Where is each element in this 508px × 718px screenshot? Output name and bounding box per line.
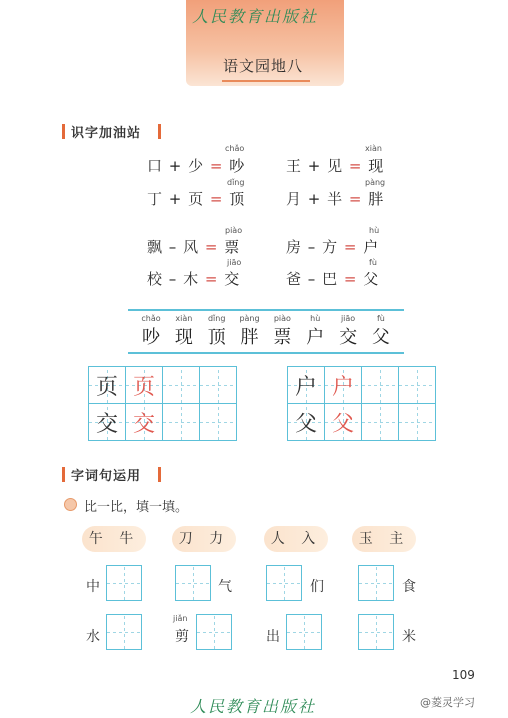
grid-cell: 页: [126, 367, 163, 404]
pinyin: chǎo: [141, 314, 161, 323]
operand: 丁: [147, 190, 164, 208]
pinyin: dǐng: [207, 314, 226, 323]
pinyin: fù: [369, 258, 377, 267]
pinyin: xiàn: [175, 314, 193, 323]
section-bar-right: [158, 467, 161, 482]
operand: 少: [188, 157, 205, 175]
banner-item: [337, 314, 359, 349]
word-char: 米: [402, 629, 416, 645]
section-title-literacy: 识字加油站: [71, 126, 142, 141]
operand: 风: [183, 238, 200, 256]
fill-box[interactable]: [196, 614, 232, 650]
pinyin: jiāo: [227, 258, 242, 267]
operand: 月: [286, 190, 303, 208]
grid-cell-empty[interactable]: [399, 404, 436, 441]
writing-grid-right: [287, 366, 436, 441]
banner-item: [173, 314, 195, 349]
banner-char: 胖: [240, 327, 259, 348]
equation-sub: 爸 – 巴 = 父: [286, 270, 380, 288]
banner-char: 交: [339, 327, 358, 348]
grid-cell: 交: [89, 404, 126, 441]
watermark: @菱灵学习: [420, 696, 475, 709]
pinyin: piào: [225, 226, 243, 235]
grid-cell-empty[interactable]: [362, 404, 399, 441]
pinyin: jiāo: [340, 314, 356, 323]
equation-add: 王 + 见 = 现: [286, 157, 385, 175]
word-char: 出: [266, 629, 280, 645]
operand: 校: [147, 270, 164, 288]
operand: 王: [286, 157, 303, 175]
result-char: 票: [224, 238, 241, 256]
word-char: 剪: [175, 629, 189, 645]
pinyin: pàng: [239, 314, 260, 323]
character-banner: [140, 314, 392, 349]
grid-cell: 父: [325, 404, 362, 441]
grid-cell-empty[interactable]: [163, 404, 200, 441]
operand: 页: [188, 190, 205, 208]
publisher-logo: 人民教育出版社: [192, 7, 319, 26]
result-char: 交: [224, 270, 241, 288]
operand: 飘: [147, 238, 164, 256]
operand: 木: [183, 270, 200, 288]
pinyin: hù: [369, 226, 380, 235]
page-number: 109: [452, 668, 475, 682]
fill-box[interactable]: [266, 565, 302, 601]
publisher-logo-footer: 人民教育出版社: [190, 697, 317, 716]
pinyin: hù: [310, 314, 321, 323]
char-pair-pill: 人 入: [264, 526, 328, 552]
pinyin: fù: [376, 314, 385, 323]
equation-add: 口 + 少 = 吵: [147, 157, 246, 175]
result-char: 户: [363, 238, 380, 256]
equation-add: 丁 + 页 = 顶: [147, 190, 246, 208]
pinyin: dǐng: [227, 178, 245, 187]
word-char: 们: [310, 579, 324, 595]
lesson-title: 语文园地八: [223, 57, 304, 75]
section-bar-right: [158, 124, 161, 139]
result-char: 现: [368, 157, 385, 175]
grid-cell-empty[interactable]: [399, 367, 436, 404]
banner-line-bottom: [128, 352, 404, 354]
banner-item: [304, 314, 326, 349]
operand: 巴: [322, 270, 339, 288]
word-char: 中: [86, 579, 100, 595]
grid-cell-empty[interactable]: [163, 367, 200, 404]
banner-item: [140, 314, 162, 349]
result-char: 胖: [368, 190, 385, 208]
section-bar-left: [62, 124, 65, 139]
word-char: 气: [218, 579, 232, 595]
banner-char: 现: [174, 327, 193, 348]
banner-item: [370, 314, 392, 349]
char-pair-pill: 刀 力: [172, 526, 236, 552]
pinyin: piào: [273, 314, 291, 323]
operand: 见: [327, 157, 344, 175]
equation-sub: 飘 – 风 = 票: [147, 238, 241, 256]
exercise-icon: [64, 498, 77, 511]
grid-cell-empty[interactable]: [200, 367, 237, 404]
pinyin: pàng: [365, 178, 386, 187]
equation-sub: 校 – 木 = 交: [147, 270, 241, 288]
banner-char: 吵: [142, 327, 160, 348]
result-char: 吵: [229, 157, 246, 175]
banner-char: 顶: [207, 327, 226, 348]
word-char: 水: [86, 629, 100, 645]
banner-char: 户: [306, 327, 325, 348]
banner-char: 票: [273, 327, 292, 348]
word-char: 食: [402, 579, 416, 595]
writing-grid-left: [88, 366, 237, 441]
banner-item: [239, 314, 261, 349]
banner-item: [206, 314, 228, 349]
banner-char: 父: [371, 327, 390, 348]
equation-add: 月 + 半 = 胖: [286, 190, 385, 208]
grid-cell: 页: [89, 367, 126, 404]
fill-box[interactable]: [175, 565, 211, 601]
pinyin: xiàn: [365, 144, 382, 153]
operand: 方: [322, 238, 339, 256]
section-bar-left: [62, 467, 65, 482]
result-char: 父: [363, 270, 380, 288]
operand: 房: [286, 238, 303, 256]
instruction-text: 比一比，填一填。: [84, 500, 189, 515]
operand: 爸: [286, 270, 303, 288]
operand: 口: [147, 157, 164, 175]
operand: 半: [327, 190, 344, 208]
fill-box[interactable]: [106, 565, 142, 601]
grid-cell: 父: [288, 404, 325, 441]
section-title-usage: 字词句运用: [71, 469, 142, 484]
grid-cell: 交: [126, 404, 163, 441]
fill-box[interactable]: [286, 614, 322, 650]
fill-box[interactable]: [358, 614, 394, 650]
pinyin: chǎo: [225, 144, 245, 153]
title-underline: [222, 80, 310, 82]
equation-sub: 房 – 方 = 户: [286, 238, 380, 256]
fill-box[interactable]: [106, 614, 142, 650]
grid-cell-empty[interactable]: [362, 367, 399, 404]
grid-cell-empty[interactable]: [200, 404, 237, 441]
banner-item: [271, 314, 293, 349]
grid-cell: 户: [325, 367, 362, 404]
pinyin: jiǎn: [173, 614, 188, 623]
char-pair-pill: 玉 主: [352, 526, 416, 552]
fill-box[interactable]: [358, 565, 394, 601]
result-char: 顶: [229, 190, 246, 208]
grid-cell: 户: [288, 367, 325, 404]
banner-line-top: [128, 309, 404, 311]
char-pair-pill: 午 牛: [82, 526, 146, 552]
